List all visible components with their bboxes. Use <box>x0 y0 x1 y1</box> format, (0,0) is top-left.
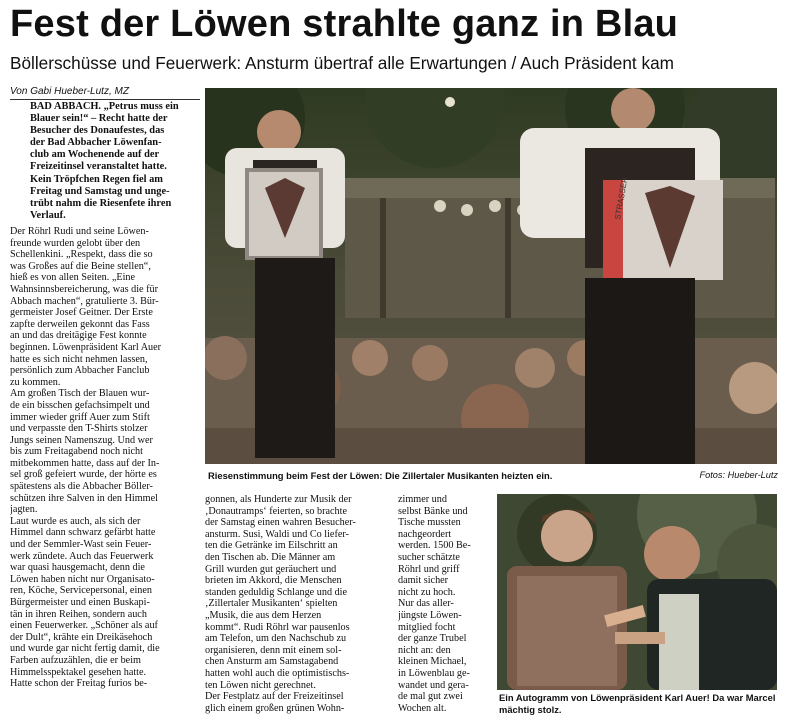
text-line: Freizeitinsel veranstaltet hatte. <box>30 161 167 173</box>
text-line: Freitag und Samstag und unge- <box>30 185 170 197</box>
text-line: Wahnsinnsbereicherung, was die für <box>10 283 158 295</box>
text-line: persönlich zum Abbacher Fanclub <box>10 365 150 377</box>
text-line: organisieren, denn mit einem sol- <box>205 644 342 656</box>
text-line: Der Röhrl Rudi und seine Löwen- <box>10 226 149 237</box>
text-line: hatten wohl auch die optimistischs- <box>205 667 350 679</box>
text-line: bis zum Freitagabend noch nicht <box>10 446 143 458</box>
text-line: kommt“. Rudi Röhrl war pausenlos <box>205 621 350 633</box>
text-line: glich einem großen grünen Wohn- <box>205 702 345 714</box>
text-line: Röhrl und griff <box>398 563 460 575</box>
text-line: freunde wurden gelobt über den <box>10 237 141 249</box>
text-line: tän in ihren Reihen, sondern auch <box>10 608 147 620</box>
text-line: Der Festplatz auf der Freizeitinsel <box>205 691 344 703</box>
photo-accordion-players-image <box>205 88 777 464</box>
subheadline: Böllerschüsse und Feuerwerk: Ansturm übertraf alle Erwartungen / Auch Präsident kam <box>10 53 674 73</box>
lead-paragraph <box>30 101 198 222</box>
text-line: und wurde gar nicht fertig damit, die <box>10 643 160 655</box>
photo-credit: Fotos: Hueber-Lutz <box>699 470 778 480</box>
text-line: kleinen Michael, <box>398 656 467 668</box>
text-line: den Tischen ab. Die Männer am <box>205 551 336 563</box>
column-3 <box>398 494 488 714</box>
text-line: standen geduldig Schlange und die <box>205 586 348 598</box>
text-line: Farben aufzuzählen, die er beim <box>10 654 141 666</box>
text-line: der Dult“, krähte ein Dreikäsehoch <box>10 631 153 643</box>
text-line: Schellenkini. „Respekt, dass die so <box>10 249 153 261</box>
text-line: nicht zu hoch. <box>398 586 456 598</box>
text-line: de ein bisschen gefachsimpelt und <box>10 399 150 411</box>
photo-accordion-players <box>205 88 777 464</box>
text-line: spätestens als die Abbacher Böller- <box>10 481 153 493</box>
text-line: club am Wochenende auf der <box>30 149 160 161</box>
text-line: der Samstag einen wahren Besucher- <box>205 517 356 529</box>
text-line: mitbekommen hatte, dass auf der In- <box>10 457 160 469</box>
text-line: zapfte derweilen gekonnt das Fass <box>10 318 150 330</box>
text-line: Wochen alt. <box>398 702 447 714</box>
text-line: zu kommen. <box>10 376 61 388</box>
text-line: und verpasste den T-Shirts stolzer <box>10 423 148 435</box>
text-line: ansturm. Susi, Waldi und Co liefer- <box>205 528 349 540</box>
text-line: der Bad Abbacher Löwenfan- <box>30 137 162 149</box>
photo2-caption: Ein Autogramm von Löwenpräsident Karl Auer! Da war Marcel mächtig stolz. <box>499 692 776 715</box>
text-line: nicht an: den <box>398 644 451 656</box>
text-line: Himmel dann schwarz gefärbt hatte <box>10 527 156 539</box>
text-line: Jungs seinen Namenszug. Und wer <box>10 434 153 446</box>
text-line: werk zündete. Auch das Feuerwerk <box>10 550 154 562</box>
accordion-brand-text: STRASSER <box>613 176 630 221</box>
text-line: sel groß gefeiert wurde, der hörte es <box>10 469 157 481</box>
text-line: wandet und gera- <box>398 679 469 691</box>
headline: Fest der Löwen strahlte ganz in Blau <box>10 3 679 45</box>
photo-autograph-image <box>497 494 777 690</box>
text-line: sucher schätzte <box>398 551 460 563</box>
text-line: gonnen, als Hunderte zur Musik der <box>205 494 352 505</box>
text-line: Abbach machen“, gratulierte 3. Bür- <box>10 295 159 307</box>
text-line: jagten. <box>10 504 38 516</box>
text-line: Blauer sein!“ – Recht hatte der <box>30 113 168 125</box>
text-line: Laut wurde es auch, als sich der <box>10 515 141 527</box>
text-line: was Großes auf die Beine stellen“, <box>10 260 151 272</box>
text-line: Nur das aller- <box>398 598 454 610</box>
text-line: „Musik, die aus dem Herzen <box>205 609 322 621</box>
text-line: Am großen Tisch der Blauen wur- <box>10 388 150 400</box>
text-line: jüngste Löwen- <box>398 609 462 621</box>
byline: Von Gabi Hueber-Lutz, MZ <box>10 86 200 100</box>
text-line: Kein Tröpfchen Regen fiel am <box>30 173 163 185</box>
text-line: hatte es sich nicht nehmen lassen, <box>10 353 148 365</box>
text-line: Bürgermeister und einen Buskapi- <box>10 597 150 608</box>
text-line: Himmelsspektakel gesehen hatte. <box>10 666 147 678</box>
text-line: BAD ABBACH. „Petrus muss ein <box>30 101 179 112</box>
text-line: Grill wurden gut geräuchert und <box>205 563 337 575</box>
text-line: der ganze Trubel <box>398 633 467 645</box>
text-line: damit sicher <box>398 575 449 587</box>
text-line: selbst Bänke und <box>398 505 468 517</box>
text-line: ren, Köche, Servicepersonal, einen <box>10 585 152 597</box>
text-line: an und das dreitägige Fest konnte <box>10 330 147 342</box>
text-line: de mal gut zwei <box>398 691 463 703</box>
text-line: germeister Josef Geitner. Der Erste <box>10 307 153 319</box>
text-line: Tische mussten <box>398 517 461 529</box>
column-2 <box>205 494 391 714</box>
text-line: chen Ansturm am Samstagabend <box>205 656 339 668</box>
text-line: hieß es von allen Seiten. „Eine <box>10 272 136 284</box>
text-line: ten Löwen nicht gerechnet. <box>205 679 316 691</box>
text-line: in Löwenblau ge- <box>398 667 470 679</box>
text-line: mitglied focht <box>398 621 456 633</box>
text-line: Hatte schon der Freitag furios be- <box>10 678 148 690</box>
photo-autograph <box>497 494 777 690</box>
text-line: immer wieder griff Auer zum Stift <box>10 411 150 423</box>
text-line: am Telefon, um den Nachschub zu <box>205 633 347 645</box>
column-1 <box>10 226 198 690</box>
text-line: werden. 1500 Be- <box>398 540 471 552</box>
text-line: trübt nahm die Riesenfete ihren <box>30 197 172 209</box>
text-line: Verlauf. <box>30 209 66 221</box>
text-line: zimmer und <box>398 494 447 505</box>
text-line: Löwen haben nicht nur Organisato- <box>10 573 155 585</box>
text-line: einen Feuerwerker. „Schöner als auf <box>10 620 158 632</box>
text-line: war quasi hausgemacht, denn die <box>10 562 145 574</box>
text-line: und der Semmler-Wast sein Feuer- <box>10 539 152 551</box>
photo1-caption: Riesenstimmung beim Fest der Löwen: Die Zillertaler Musikanten heizten ein. <box>208 470 553 481</box>
text-line: ten die Getränke im Eilschritt an <box>205 540 338 552</box>
text-line: brieten im Akkord, die Menschen <box>205 575 342 587</box>
text-line: Besucher des Donaufestes, das <box>30 125 165 137</box>
text-line: nachgeordert <box>398 528 452 540</box>
text-line: schützen ihre Salven in den Himmel <box>10 492 158 504</box>
text-line: ‚Donautramps‘ feierten, so brachte <box>205 505 347 517</box>
text-line: ‚Zillertaler Musikanten‘ spielten <box>205 598 338 610</box>
text-line: beginnen. Löwenpräsident Karl Auer <box>10 341 162 353</box>
